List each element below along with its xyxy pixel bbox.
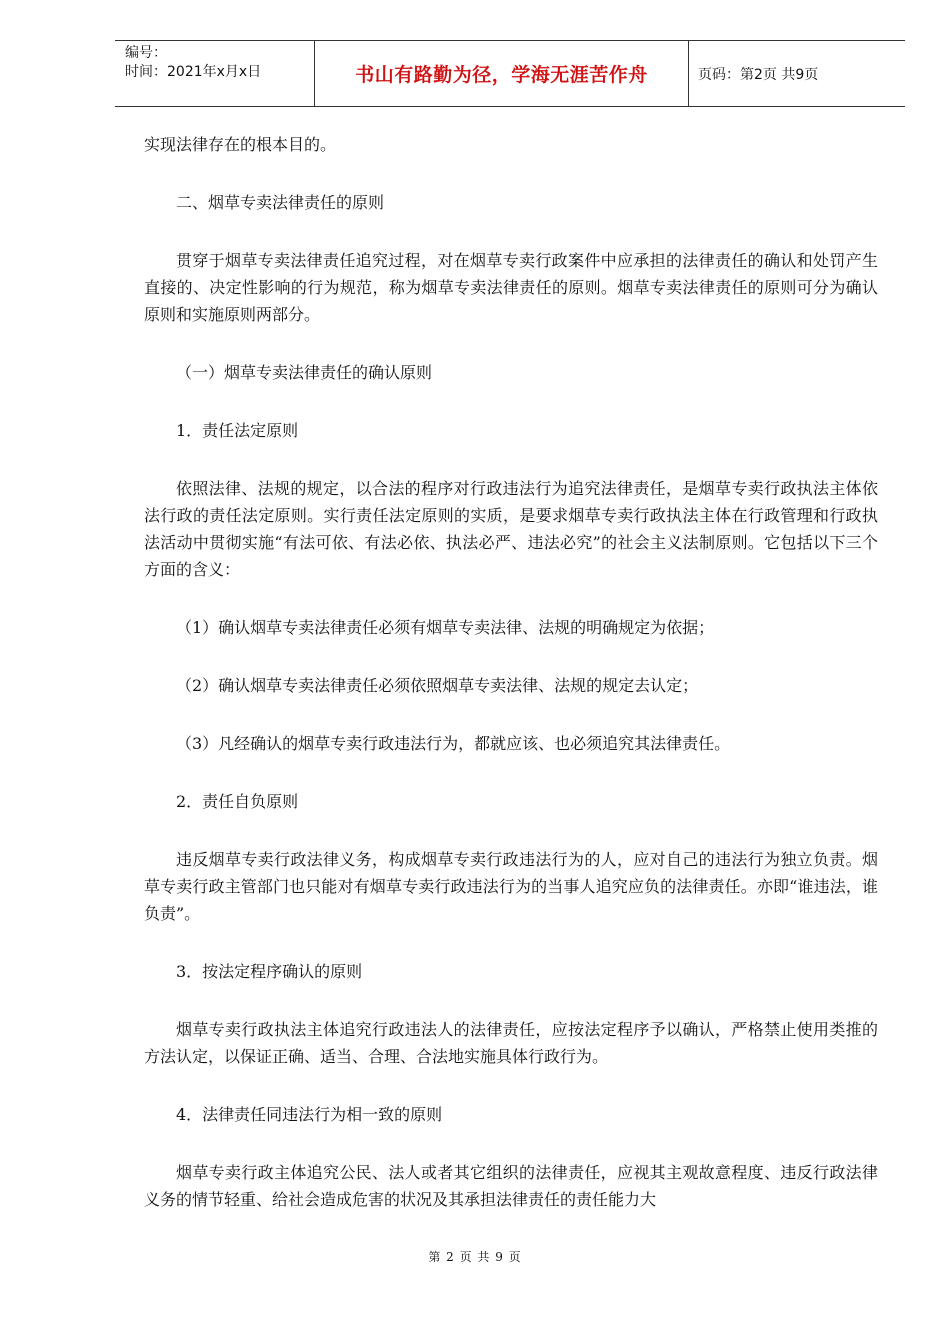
footer-page-indicator: 第 2 页 共 9 页 [428,1250,522,1264]
document-number-label: 编号： [125,45,167,61]
paragraph: 烟草专卖行政执法主体追究行政违法人的法律责任，应按法定程序予以确认，严格禁止使用类推的方法认定，以保证正确、适当、合理、合法地实施具体行政行为。 [144,1020,878,1066]
header-motto: 书山有路勤为径，学海无涯苦作舟 [355,64,648,86]
header-meta [115,41,315,106]
paragraph: 烟草专卖行政主体追究公民、法人或者其它组织的法律责任，应视其主观故意程度、违反行政法律义务的情节轻重、给社会造成危害的状况及其承担法律责任的责任能力大 [144,1163,878,1209]
header-page-code: 页码：第2页 共9页 [698,66,819,83]
subsection-heading: （一）烟草专卖法律责任的确认原则 [176,363,433,382]
paragraph: 依照法律、法规的规定，以合法的程序对行政违法行为追究法律责任，是烟草专卖行政执法主体依法行政的责任法定原则。实行责任法定原则的实质，是要求烟草专卖行政执法主体在行政管理和行政执法活动中贯彻实施“有法可依、有法必依、执法必严、违法必究”的社会主义法制原则。它包括以下三个方面的含义： [144,479,878,579]
page-header [115,40,905,107]
paragraph: 贯穿于烟草专卖法律责任追究过程，对在烟草专卖行政案件中应承担的法律责任的确认和处罚产生直接的、决定性影响的行为规范，称为烟草专卖法律责任的原则。烟草专卖法律责任的原则可分为确认原则和实施原则两部分。 [144,251,878,324]
header-motto-cell [315,41,689,106]
document-body [144,128,878,1213]
document-time: 时间：2021年x月x日 [125,64,262,80]
list-item: （1）确认烟草专卖法律责任必须有烟草专卖法律、法规的明确规定为依据； [176,618,715,637]
paragraph-continuation: 实现法律存在的根本目的。 [144,135,337,154]
section-heading: 二、烟草专卖法律责任的原则 [176,193,385,212]
list-item: （3）凡经确认的烟草专卖行政违法行为，都就应该、也必须追究其法律责任。 [176,734,731,753]
principle-heading: 3．按法定程序确认的原则 [176,962,363,981]
paragraph: 违反烟草专卖行政法律义务，构成烟草专卖行政违法行为的人，应对自己的违法行为独立负责。烟草专卖行政主管部门也只能对有烟草专卖行政违法行为的当事人追究应负的法律责任。亦即“谁违法，谁负责”。 [144,850,878,923]
header-page-cell [689,41,905,106]
principle-heading: 4．法律责任同违法行为相一致的原则 [176,1105,443,1124]
list-item: （2）确认烟草专卖法律责任必须依照烟草专卖法律、法规的规定去认定； [176,676,699,695]
principle-heading: 2．责任自负原则 [176,792,299,811]
principle-heading: 1．责任法定原则 [176,421,299,440]
page-footer [0,1248,950,1265]
